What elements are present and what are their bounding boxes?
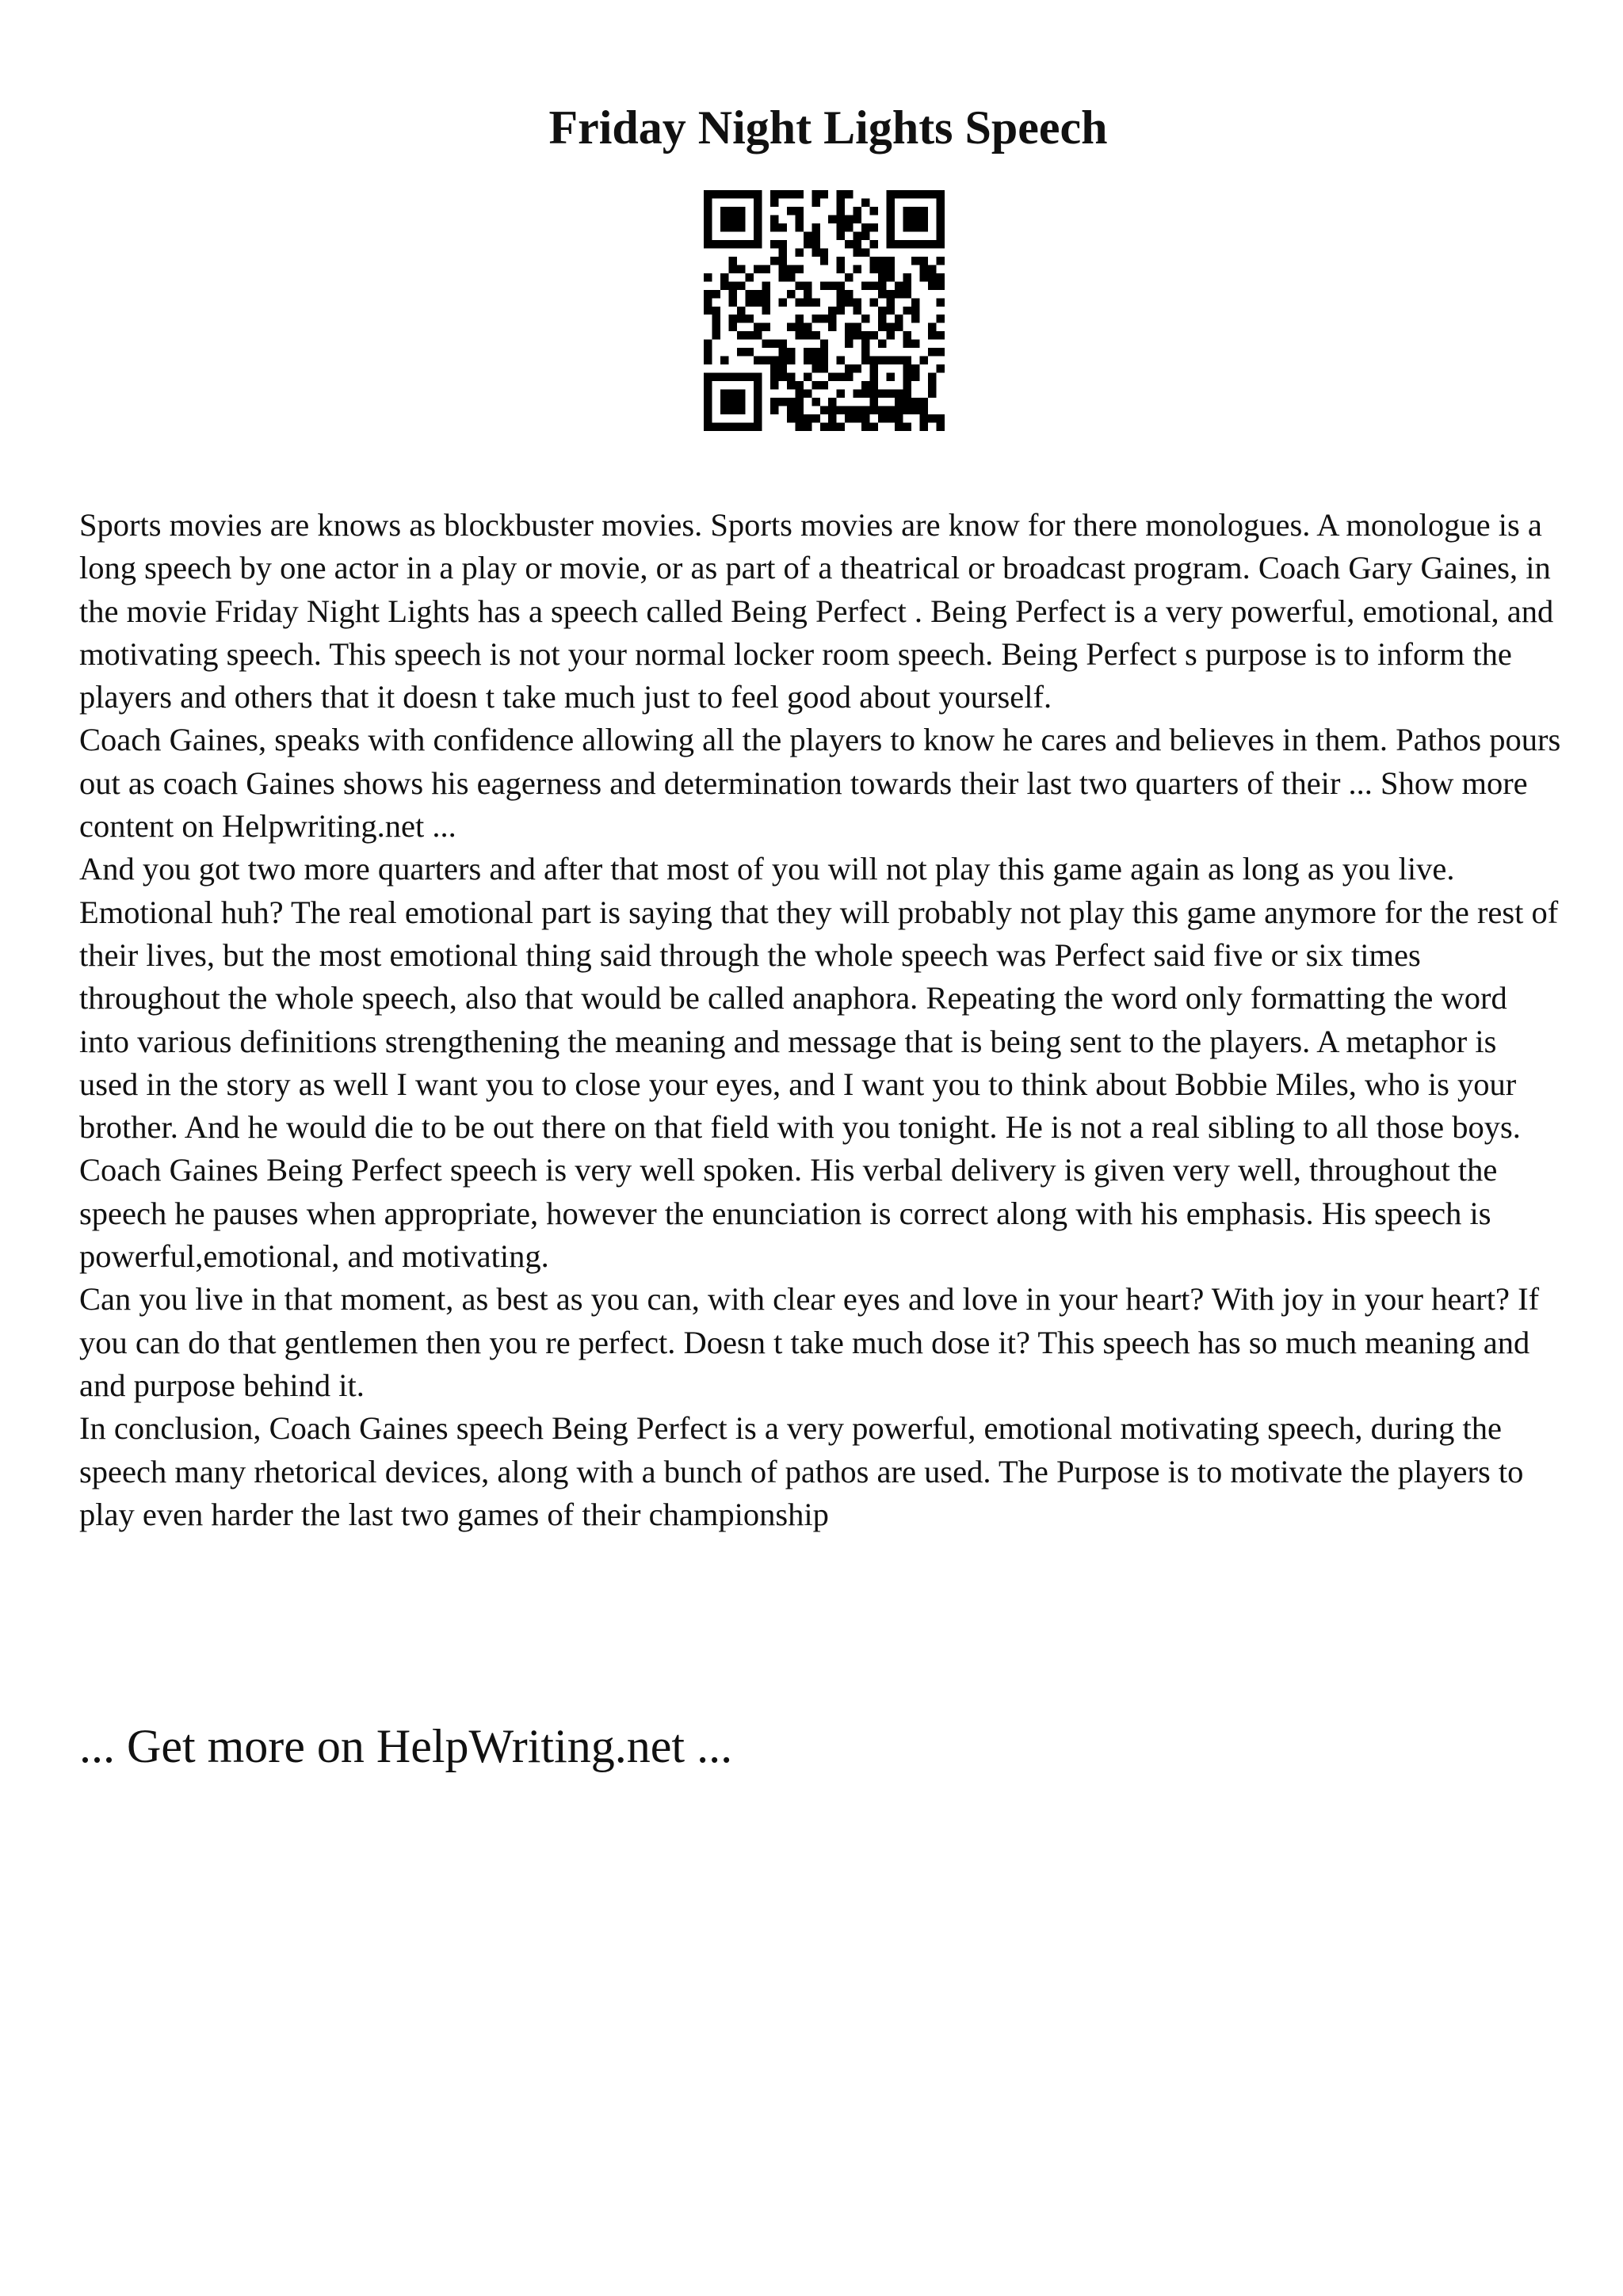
paragraph-conclusion: In conclusion, Coach Gaines speech Being Perfect is a very powerful, emotional motivating speech, during the speech many rhetorical devices, along with a bunch of pathos are used. The Purpose is to motivate the players to play even harder the last two games of their championship — [79, 1410, 1524, 1532]
paragraph-delivery: Coach Gaines Being Perfect speech is very well spoken. His verbal delivery is given very well, throughout the speech he pauses when appropriate, however the enunciation is correct along with his emphasis. His speech is powerful,emotional, and motivating. — [79, 1152, 1498, 1275]
document-body — [79, 504, 1561, 1536]
get-more-link[interactable]: ... Get more on HelpWriting.net ... — [79, 1720, 733, 1772]
paragraph-emotional: And you got two more quarters and after that most of you will not play this game again as long as you live. Emotional huh? The real emotional part is saying that they will probably not play this game anymore for the rest of their lives, but the most emotional thing said through the whole speech was Perfect said five or six times throughout the whole speech, also that would be called anaphora. Repeating the word only formatting the word into various definitions strengthening the meaning and message that is being sent to the players. A metaphor is used in the story as well I want you to close your eyes, and I want you to think about Bobbie Miles, who is your brother. And he would die to be out there on that field with you tonight. He is not a real sibling to all those boys. — [79, 851, 1559, 1146]
qr-code-icon — [704, 190, 945, 431]
paragraph-quote: Can you live in that moment, as best as you can, with clear eyes and love in your heart? With joy in your heart? If you can do that gentlemen then you re perfect. Doesn t take much dose it? This speech has so much meaning and and purpose behind it. — [79, 1281, 1540, 1403]
paragraph-intro: Sports movies are knows as blockbuster movies. Sports movies are know for there monologues. A monologue is a long speech by one actor in a play or movie, or as part of a theatrical or broadcast program. Coach Gary Gaines, in the movie Friday Night Lights has a speech called Being Perfect . Being Perfect is a very powerful, emotional, and motivating speech. This speech is not your normal locker room speech. Being Perfect s purpose is to inform the players and others that it doesn t take much just to feel good about yourself. — [79, 507, 1554, 715]
page-title: Friday Night Lights Speech — [548, 101, 1108, 154]
paragraph-confidence: Coach Gaines, speaks with confidence allowing all the players to know he cares and believes in them. Pathos pours out as coach Gaines shows his eagerness and determination towards their last two quarters of their ... Show more content on Helpwriting.net ... — [79, 722, 1561, 845]
